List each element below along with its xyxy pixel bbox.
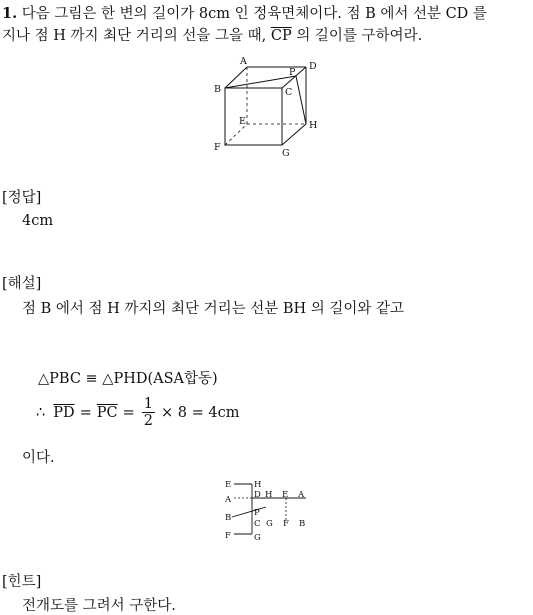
net-label-a-left: A: [225, 495, 232, 505]
net-label-e: E: [225, 480, 232, 490]
path-ph: [296, 76, 306, 124]
net-figure: [222, 476, 316, 542]
cube-label-e: E: [239, 116, 246, 127]
problem-text-2b: 의 길이를 구하여라.: [296, 28, 423, 44]
cube-label-f: F: [214, 142, 221, 153]
hint-text: 전개도를 그려서 구한다.: [22, 598, 176, 614]
solution-header: [해설]: [2, 276, 42, 292]
fraction-numerator: 1: [143, 396, 154, 412]
net-label-g-bot: G: [254, 533, 261, 542]
net-label-e-mid: E: [282, 490, 289, 500]
problem-text-2a: 지나 점 H 까지 최단 거리의 선을 그을 때,: [2, 28, 267, 44]
net-label-d: D: [254, 490, 261, 500]
calculation-tail: × 8 = 4cm: [161, 404, 240, 421]
net-label-b-right: B: [299, 519, 306, 529]
solution-line-end: 이다.: [22, 450, 55, 466]
net-path-bh: [232, 507, 266, 517]
equals-1: =: [79, 404, 92, 421]
congruence-statement: △PBC ≡ △PHD(ASA합동): [38, 371, 218, 387]
segment-pd: $\overline{PD}$: [53, 404, 75, 421]
fraction-denominator: 2: [143, 413, 154, 429]
net-label-h-top: H: [254, 480, 262, 490]
therefore-symbol: ∴: [36, 404, 46, 421]
segment-pc: $\overline{PC}$: [96, 404, 118, 421]
hint-header: [힌트]: [2, 574, 42, 590]
cube-label-d: D: [309, 61, 317, 72]
net-label-p: P: [254, 508, 260, 518]
cube-label-c: C: [285, 87, 293, 98]
answer-value: 4cm: [22, 213, 54, 229]
net-label-b-left: B: [225, 513, 232, 523]
equals-2: =: [122, 404, 135, 421]
net-label-f-bot: F: [225, 531, 231, 541]
problem-number: 1.: [2, 5, 18, 22]
net-label-h-mid: H: [265, 490, 273, 500]
problem-line-1: [2, 2, 487, 23]
solution-line-1: 점 B 에서 점 H 까지의 최단 거리는 선분 BH 의 길이와 같고: [22, 301, 405, 317]
calculation-line: [36, 396, 239, 429]
answer-header: [정답]: [2, 190, 42, 206]
problem-line-2: [2, 24, 422, 45]
cube-label-p: P: [289, 67, 296, 78]
net-label-g-mid: G: [266, 519, 273, 529]
cube-label-g: G: [282, 148, 290, 158]
fraction-one-half: [142, 396, 155, 429]
cube-label-b: B: [214, 84, 221, 95]
net-label-c: C: [254, 519, 261, 529]
cube-label-a: A: [240, 56, 247, 67]
cube-label-h: H: [309, 120, 318, 131]
net-label-a-right: A: [298, 490, 305, 500]
net-label-f-mid: F: [283, 519, 289, 529]
cube-figure: [210, 54, 325, 158]
problem-text-1: 다음 그림은 한 변의 길이가 8cm 인 정육면체이다. 점 B 에서 선분 CD 를: [21, 6, 487, 22]
segment-cp: $\overline{CP}$: [270, 28, 292, 44]
